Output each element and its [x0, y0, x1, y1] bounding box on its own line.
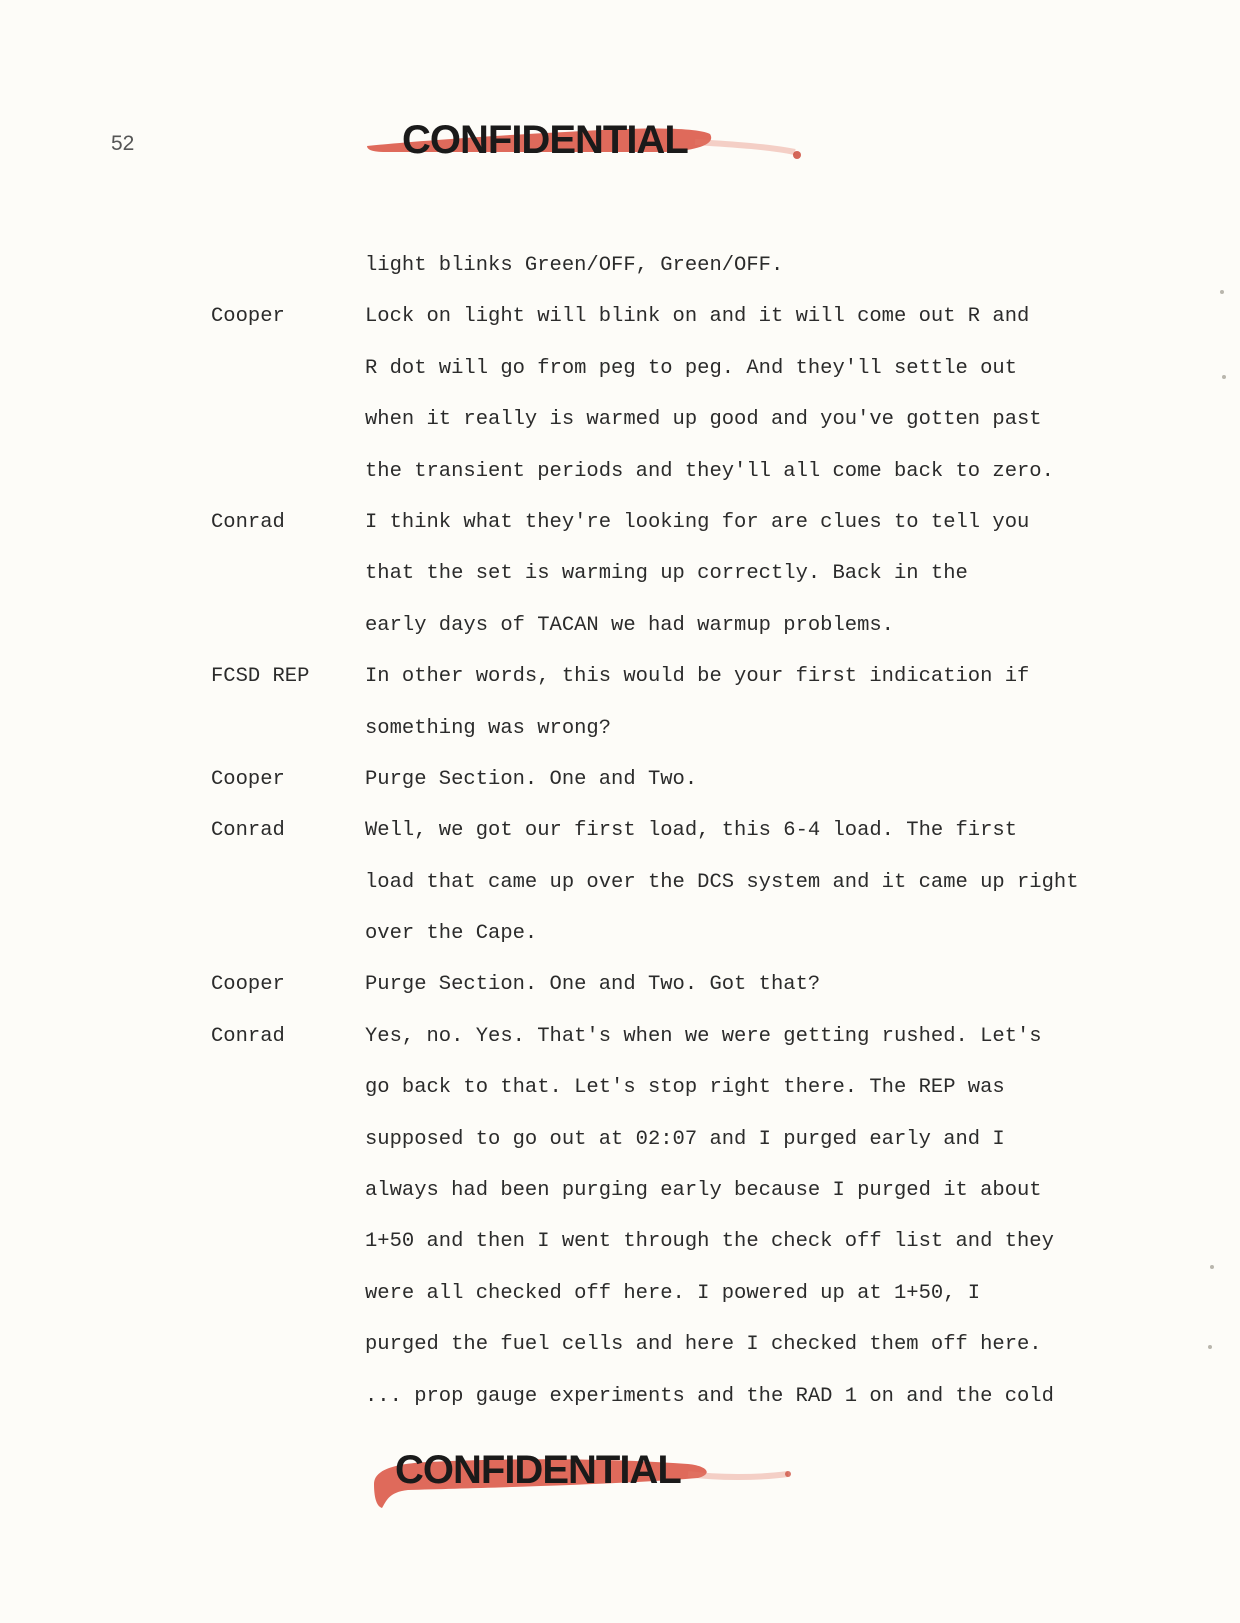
speaker: Conrad [211, 1024, 285, 1048]
transcript-line [0, 394, 1240, 445]
page-number: 52 [111, 132, 135, 155]
dialogue-text: something was wrong? [365, 716, 612, 740]
dialogue-text: Well, we got our first load, this 6-4 load. The first [365, 819, 1018, 843]
dialogue-text: light blinks Green/OFF, Green/OFF. [365, 254, 784, 277]
confidential-stamp-bottom [368, 1444, 828, 1504]
transcript-line [0, 548, 1240, 599]
dialogue-text: supposed to go out at 02:07 and I purged early and I [365, 1127, 1005, 1151]
transcript-line [0, 908, 1240, 959]
dialogue-text: Purge Section. One and Two. Got that? [365, 973, 821, 997]
speaker: Cooper [211, 767, 285, 791]
dialogue-text: In other words, this would be your first indication if [365, 665, 1030, 689]
dialogue-text: that the set is warming up correctly. Back in the [365, 562, 968, 586]
transcript-line [0, 446, 1240, 497]
confidential-stamp-top [365, 112, 835, 172]
transcript-line [0, 600, 1240, 651]
stamp-text: CONFIDENTIAL [402, 118, 688, 162]
dialogue-text: always had been purging early because I purged it about [365, 1179, 1042, 1203]
speaker: Conrad [211, 819, 285, 843]
speaker: Cooper [211, 305, 285, 329]
transcript-line [0, 497, 1240, 548]
transcript-line [0, 959, 1240, 1010]
paper-speck [1220, 290, 1224, 294]
transcript-line [0, 805, 1240, 856]
speaker: FCSD REP [211, 665, 310, 689]
transcript-line [0, 703, 1240, 754]
transcript-line [0, 291, 1240, 342]
dialogue-text: go back to that. Let's stop right there. The REP was [365, 1076, 1005, 1100]
dialogue-text: 1+50 and then I went through the check off list and they [365, 1230, 1054, 1254]
transcript-line [0, 1062, 1240, 1113]
dialogue-text: R dot will go from peg to peg. And they'll settle out [365, 356, 1018, 380]
paper-speck [1208, 1345, 1212, 1349]
transcript-line [0, 857, 1240, 908]
transcript-line [0, 651, 1240, 702]
dialogue-text: ... prop gauge experiments and the RAD 1 on and the cold [365, 1384, 1054, 1408]
transcript-line [0, 343, 1240, 394]
dialogue-text: Yes, no. Yes. That's when we were getting rushed. Let's [365, 1024, 1042, 1048]
transcript-line [0, 754, 1240, 805]
dialogue-text: early days of TACAN we had warmup problems. [365, 613, 894, 637]
transcript-line [0, 240, 1240, 291]
stamp-text: CONFIDENTIAL [395, 1448, 681, 1492]
dialogue-text: Purge Section. One and Two. [365, 767, 698, 791]
paper-speck [1222, 375, 1226, 379]
dialogue-text: the transient periods and they'll all come back to zero. [365, 459, 1054, 483]
speaker: Conrad [211, 510, 285, 534]
transcript-line [0, 1371, 1240, 1422]
transcript-line [0, 1216, 1240, 1267]
paper-speck [1210, 1265, 1214, 1269]
transcript-line [0, 1114, 1240, 1165]
transcript-line [0, 1319, 1240, 1370]
dialogue-text: load that came up over the DCS system and it came up right [365, 870, 1079, 894]
dialogue-text: were all checked off here. I powered up at 1+50, I [365, 1281, 981, 1305]
transcript-line [0, 1268, 1240, 1319]
dialogue-text: I think what they're looking for are clues to tell you [365, 510, 1030, 534]
dialogue-text: purged the fuel cells and here I checked them off here. [365, 1333, 1042, 1357]
dialogue-text: Lock on light will blink on and it will come out R and [365, 305, 1030, 329]
dialogue-text: over the Cape. [365, 922, 538, 946]
speaker: Cooper [211, 973, 285, 997]
transcript-line [0, 1011, 1240, 1062]
dialogue-text: when it really is warmed up good and you've gotten past [365, 408, 1042, 432]
transcript-line [0, 1165, 1240, 1216]
transcript [0, 240, 1240, 1422]
